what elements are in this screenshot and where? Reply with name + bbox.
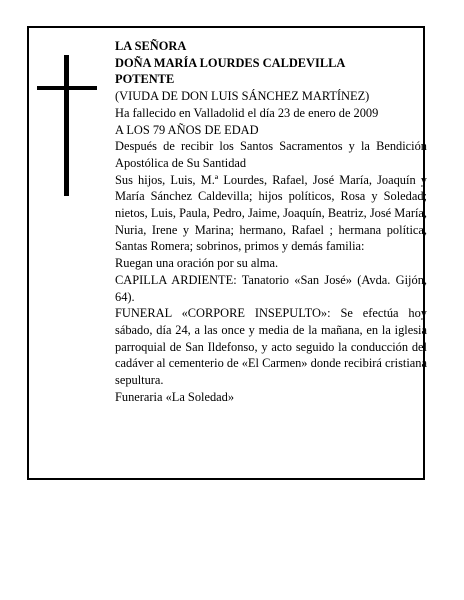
chapel-line: CAPILLA ARDIENTE: Tanatorio «San José» (Avda. Gijón, 64). bbox=[115, 272, 427, 304]
title-line-1: LA SEÑORA bbox=[115, 39, 187, 53]
age-line: A LOS 79 AÑOS DE EDAD bbox=[115, 122, 259, 137]
family-list: Sus hijos, Luis, M.ª Lourdes, Rafael, José María, Joaquín y María Sánchez Caldevilla; hijos políticos, Rosa y Soledad; nietos, Luis, Paula, Pedro, Jaime, Joaquín, Beatriz, José María, Nuria, Irene y Marina; hermano, Rafael ; hermana política, Santas Romera; sobrinos, primos y demás familia: bbox=[115, 172, 427, 254]
passing-line: Ha fallecido en Valladolid el día 23 de enero de 2009 bbox=[115, 105, 379, 120]
cross-icon-crossbar bbox=[37, 86, 97, 90]
widow-of: (VIUDA DE DON LUIS SÁNCHEZ MARTÍNEZ) bbox=[115, 89, 370, 104]
prayer-line: Ruegan una oración por su alma. bbox=[115, 256, 279, 271]
deceased-name: DOÑA MARÍA LOURDES CALDEVILLA bbox=[115, 55, 346, 70]
deceased-surname: POTENTE bbox=[115, 72, 175, 87]
obituary-text bbox=[115, 38, 427, 405]
sacraments-line: Después de recibir los Santos Sacramentos y la Bendición Apostólica de Su Santidad bbox=[115, 139, 427, 170]
cross-icon bbox=[64, 55, 69, 196]
funeral-line: FUNERAL «CORPORE INSEPULTO»: Se efectúa hoy sábado, día 24, a las once y media de la mañana, en la iglesia parroquial de San Ildefonso, y acto seguido la conducción del cadáver al cementerio de «El Carmen» donde recibirá cristiana sepultura. bbox=[115, 306, 427, 388]
funeral-home-line: Funeraria «La Soledad» bbox=[115, 389, 235, 404]
